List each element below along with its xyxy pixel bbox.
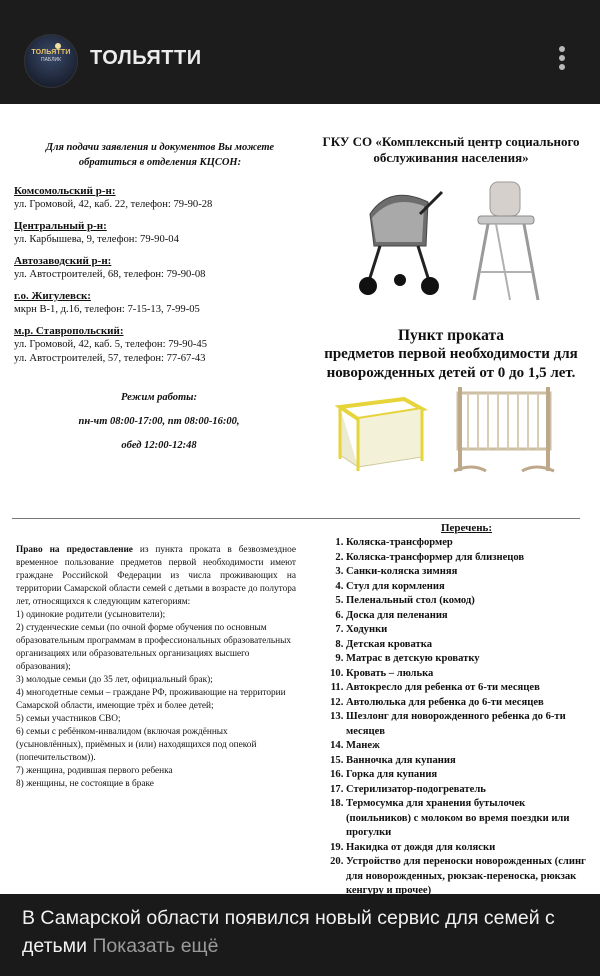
list-item: 13. Шезлонг для новорожденного ребенка до 6-ти месяцев <box>346 710 587 739</box>
channel-name[interactable]: ТОЛЬЯТТИ <box>90 47 202 69</box>
district-name: Автозаводский р-н: <box>14 255 112 267</box>
rights-item: 8) женщины, не состоящие в браке <box>16 779 154 789</box>
list-item: 2. Коляска-трансформер для близнецов <box>346 551 587 566</box>
contacts-block <box>14 140 304 458</box>
district-address: мкрн В-1, д.16, телефон: 7-15-13, 7-99-05 <box>14 304 200 315</box>
more-vertical-icon[interactable] <box>554 46 570 76</box>
rights-item: 3) молодые семьи (до 35 лет, официальный брак); <box>16 675 213 685</box>
items-list <box>322 522 587 899</box>
rental-line: Пункт проката <box>397 327 505 344</box>
district-name: г.о. Жигулевск: <box>14 290 91 302</box>
district-name: Комсомольский р-н: <box>14 185 116 197</box>
list-item: 1. Коляска-трансформер <box>346 536 587 551</box>
district-address: ул. Громовой, 42, каб. 5, телефон: 79-90-45 <box>14 339 208 350</box>
list-item: 18. Термосумка для хранения бутылочек (поильников) с молоком во время поездки или прогулки <box>346 797 587 841</box>
district-item <box>14 289 304 317</box>
rights-item: 1) одинокие родители (усыновители); <box>16 610 166 620</box>
district-item <box>14 324 304 366</box>
rights-lead: Право на предоставление <box>16 545 133 555</box>
rights-block <box>16 544 296 791</box>
rights-intro <box>16 544 296 609</box>
district-item <box>14 254 304 282</box>
product-images-top <box>306 166 596 326</box>
list-item: 10. Кровать – люлька <box>346 667 587 682</box>
avatar-subtitle: ПАБЛИК <box>41 57 61 63</box>
rights-item: 4) многодетные семьи – граждане РФ, проживающие на территории Самарской области, имеющие трёх и более детей; <box>16 688 286 711</box>
channel-avatar[interactable] <box>24 34 78 88</box>
district-name: м.р. Ставропольский: <box>14 325 124 337</box>
list-item: 12. Автолюлька для ребенка до 6-ти месяцев <box>346 696 587 711</box>
post-caption <box>22 904 582 960</box>
list-item: 16. Горка для купания <box>346 768 587 783</box>
working-hours <box>14 386 304 458</box>
avatar-title: ТОЛЬЯТТИ <box>31 49 71 56</box>
hours-line: пн-чт 08:00-17:00, пт 08:00-16:00, <box>78 416 240 427</box>
caption-text: В Самарской области появился новый сервис для семей с детьми <box>22 907 555 957</box>
rights-item: 2) студенческие семьи (по очной форме обучения по основным образовательным программам в профессиональных образовательных организациях или образовательных организациях высшего образования); <box>16 623 291 672</box>
district-item <box>14 184 304 212</box>
rights-item: 5) семьи участников СВО; <box>16 714 121 724</box>
crib-image <box>452 383 556 477</box>
stroller-image <box>350 184 450 304</box>
list-title: Перечень: <box>440 522 493 534</box>
product-images-bottom <box>306 383 596 483</box>
post-header <box>0 0 600 104</box>
district-address: ул. Карбышева, 9, телефон: 79-90-04 <box>14 234 179 245</box>
apply-text: Для подачи заявления и документов Вы можете обратиться в отделения КЦСОН: <box>45 142 275 168</box>
list-item: 20. Устройство для переноски новорожденных (слинг для новорожденных, рюкзак-переноска, рюкзак кенгуру и прочее) <box>346 855 587 899</box>
playpen-image <box>334 389 428 475</box>
org-block <box>306 134 596 483</box>
district-address: ул. Громовой, 42, каб. 22, телефон: 79-90-28 <box>14 199 213 210</box>
district-address: ул. Автостроителей, 57, телефон: 77-67-43 <box>14 353 206 364</box>
list-item: 7. Ходунки <box>346 623 587 638</box>
rights-item: 6) семьи с ребёнком-инвалидом (включая рождённых (усыновлённых), приёмных и (или) находящихся под опекой (попечительством)). <box>16 727 257 763</box>
list-item: 3. Санки-коляска зимняя <box>346 565 587 580</box>
rental-line: предметов первой необходимости для новорожденных детей от 0 до 1,5 лет. <box>324 346 578 381</box>
rights-item: 7) женщина, родившая первого ребенка <box>16 766 173 776</box>
list-item: 15. Ванночка для купания <box>346 754 587 769</box>
list-item: 14. Манеж <box>346 739 587 754</box>
district-address: ул. Автостроителей, 68, телефон: 79-90-08 <box>14 269 206 280</box>
list-item: 8. Детская кроватка <box>346 638 587 653</box>
district-list <box>14 184 304 366</box>
post-image[interactable] <box>0 104 600 894</box>
high-chair-image <box>466 176 546 306</box>
list-item: 11. Автокресло для ребенка от 6-ти месяцев <box>346 681 587 696</box>
rights-intro-text: из пункта проката в безвозмездное временное пользование предметов первой необходимости имеют граждане Российской Федерации из числа проживающих на территории Самарской области семей с детьми в возрасте до полутора лет, относящихся к следующим категориям: <box>16 545 296 607</box>
district-item <box>14 219 304 247</box>
list-item: 9. Матрас в детскую кроватку <box>346 652 587 667</box>
section-divider <box>12 518 580 519</box>
hours-line: обед 12:00-12:48 <box>121 440 197 451</box>
list-item: 19. Накидка от дождя для коляски <box>346 841 587 856</box>
list-item: 5. Пеленальный стол (комод) <box>346 594 587 609</box>
list-item: 4. Стул для кормления <box>346 580 587 595</box>
rental-title <box>306 326 596 383</box>
list-item: 6. Доска для пеленания <box>346 609 587 624</box>
org-name: ГКУ СО «Комплексный центр социального обслуживания населения» <box>322 134 580 165</box>
list-item: 17. Стерилизатор-подогреватель <box>346 783 587 798</box>
district-name: Центральный р-н: <box>14 220 107 232</box>
show-more-link[interactable]: Показать ещё <box>92 935 219 957</box>
hours-title: Режим работы: <box>121 392 197 403</box>
